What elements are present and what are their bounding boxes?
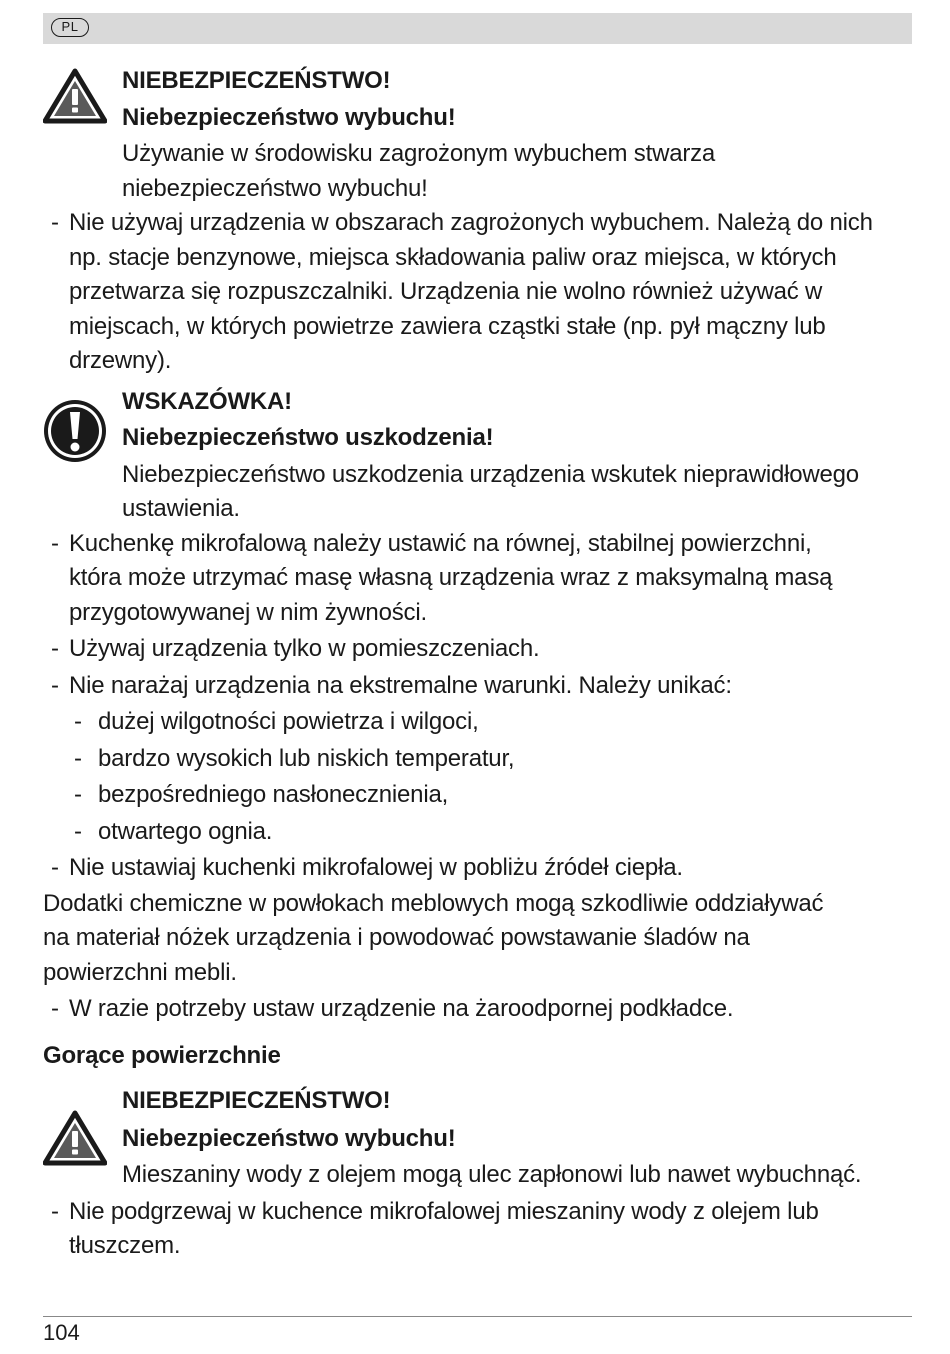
note-text: ustawienia. [122,495,240,522]
bullet-item: - Nie ustawiaj kuchenki mikrofalowej w pobliżu źródeł ciepła. [51,854,683,881]
footer-divider [43,1316,912,1317]
warning-text: Mieszaniny wody z olejem mogą ulec zapłonowi lub nawet wybuchnąć. [122,1161,862,1188]
sub-bullet-item: - otwartego ognia. [74,817,273,845]
bullet-item: np. stacje benzynowe, miejsca składowania paliw oraz miejsca, w których [69,243,837,271]
page-number: 104 [43,1320,80,1345]
note-text: Niebezpieczeństwo uszkodzenia urządzenia wskutek nieprawidłowego [122,460,859,488]
bullet-item: - Używaj urządzenia tylko w pomieszczeniach. [51,635,540,662]
paragraph-line: powierzchni mebli. [43,958,237,986]
sub-bullet-item: - dużej wilgotności powietrza i wilgoci, [74,708,479,735]
warning-title: NIEBEZPIECZEŃSTWO! [122,67,391,94]
bullet-item: - Nie narażaj urządzenia na ekstremalne warunki. Należy unikać: [51,671,732,699]
header-bar [43,13,912,44]
bullet-item: miejscach, w których powietrze zawiera cząstki stałe (np. pył mączny lub [69,312,826,340]
bullet-item: - Nie podgrzewaj w kuchence mikrofalowej mieszaniny wody z olejem lub [51,1197,819,1225]
language-badge: PL [51,18,89,37]
bullet-item: - W razie potrzeby ustaw urządzenie na żaroodpornej podkładce. [51,995,734,1022]
sub-bullet-item: - bezpośredniego nasłonecznienia, [74,781,449,808]
paragraph-line: na materiał nóżek urządzenia i powodować powstawanie śladów na [43,924,750,951]
bullet-item: - Nie używaj urządzenia w obszarach zagrożonych wybuchem. Należą do nich [51,209,873,236]
note-subtitle: Niebezpieczeństwo uszkodzenia! [122,424,494,451]
note-title: WSKAZÓWKA! [122,387,292,415]
bullet-item: przygotowywanej w nim żywności. [69,598,427,626]
paragraph-line: Dodatki chemiczne w powłokach meblowych mogą szkodliwie oddziaływać [43,889,824,917]
bullet-item: która może utrzymać masę własną urządzenia wraz z maksymalną masą [69,564,833,591]
bullet-item: drzewny). [69,347,172,374]
sub-bullet-item: - bardzo wysokich lub niskich temperatur, [74,744,515,772]
bullet-item: tłuszczem. [69,1232,181,1259]
bullet-item: przetwarza się rozpuszczalniki. Urządzenia nie wolno również używać w [69,278,823,305]
section-heading: Gorące powierzchnie [43,1041,281,1069]
warning-title: NIEBEZPIECZEŃSTWO! [122,1087,391,1114]
warning-subtitle: Niebezpieczeństwo wybuchu! [122,103,456,131]
page-content [43,64,913,1264]
bullet-item: - Kuchenkę mikrofalową należy ustawić na równej, stabilnej powierzchni, [51,529,812,557]
warning-text: niebezpieczeństwo wybuchu! [122,174,428,202]
warning-text: Używanie w środowisku zagrożonym wybuchem stwarza [122,140,716,167]
warning-subtitle: Niebezpieczeństwo wybuchu! [122,1124,456,1152]
